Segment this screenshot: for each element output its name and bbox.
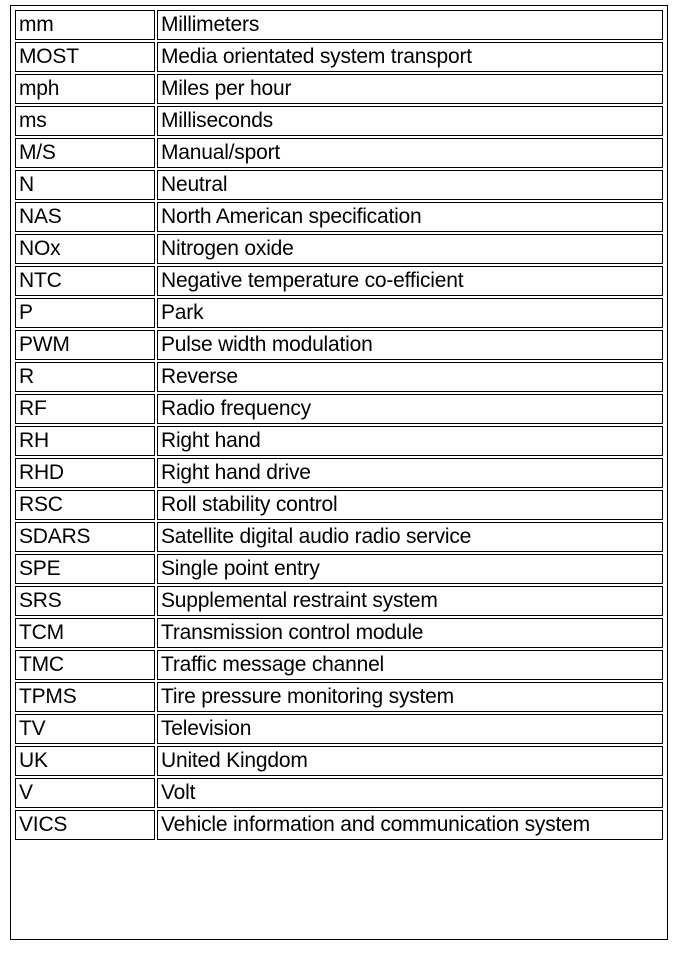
abbreviation-cell: ms xyxy=(15,106,155,136)
table-row xyxy=(15,682,663,712)
meaning-cell: Pulse width modulation xyxy=(157,330,663,360)
table-row xyxy=(15,362,663,392)
table-row xyxy=(15,234,663,264)
meaning-cell: Media orientated system transport xyxy=(157,42,663,72)
abbreviation-cell: RHD xyxy=(15,458,155,488)
table-row xyxy=(15,74,663,104)
table-row xyxy=(15,810,663,840)
abbreviations-table-body xyxy=(15,10,663,840)
meaning-cell: Television xyxy=(157,714,663,744)
table-row xyxy=(15,10,663,40)
table-row xyxy=(15,298,663,328)
table-row xyxy=(15,778,663,808)
meaning-cell: Vehicle information and communication system xyxy=(157,810,663,840)
abbreviation-cell: TMC xyxy=(15,650,155,680)
table-row xyxy=(15,138,663,168)
table-row xyxy=(15,618,663,648)
meaning-cell: United Kingdom xyxy=(157,746,663,776)
table-row xyxy=(15,106,663,136)
abbreviation-cell: SPE xyxy=(15,554,155,584)
table-row xyxy=(15,522,663,552)
meaning-cell: Single point entry xyxy=(157,554,663,584)
abbreviation-cell: SDARS xyxy=(15,522,155,552)
meaning-cell: Right hand xyxy=(157,426,663,456)
meaning-cell: Millimeters xyxy=(157,10,663,40)
meaning-cell: Transmission control module xyxy=(157,618,663,648)
table-row xyxy=(15,746,663,776)
meaning-cell: Negative temperature co-efficient xyxy=(157,266,663,296)
abbreviation-cell: M/S xyxy=(15,138,155,168)
meaning-cell: Satellite digital audio radio service xyxy=(157,522,663,552)
table-row xyxy=(15,490,663,520)
meaning-cell: Neutral xyxy=(157,170,663,200)
abbreviations-table-frame xyxy=(10,5,668,940)
abbreviation-cell: R xyxy=(15,362,155,392)
table-row xyxy=(15,202,663,232)
abbreviation-cell: PWM xyxy=(15,330,155,360)
abbreviation-cell: NOx xyxy=(15,234,155,264)
abbreviation-cell: SRS xyxy=(15,586,155,616)
meaning-cell: Volt xyxy=(157,778,663,808)
abbreviation-cell: NTC xyxy=(15,266,155,296)
meaning-cell: North American specification xyxy=(157,202,663,232)
meaning-cell: Tire pressure monitoring system xyxy=(157,682,663,712)
abbreviation-cell: mph xyxy=(15,74,155,104)
table-row xyxy=(15,586,663,616)
table-row xyxy=(15,42,663,72)
meaning-cell: Park xyxy=(157,298,663,328)
meaning-cell: Miles per hour xyxy=(157,74,663,104)
table-row xyxy=(15,170,663,200)
table-row xyxy=(15,650,663,680)
meaning-cell: Right hand drive xyxy=(157,458,663,488)
abbreviation-cell: RSC xyxy=(15,490,155,520)
meaning-cell: Supplemental restraint system xyxy=(157,586,663,616)
abbreviation-cell: NAS xyxy=(15,202,155,232)
abbreviation-cell: V xyxy=(15,778,155,808)
abbreviation-cell: RH xyxy=(15,426,155,456)
abbreviation-cell: UK xyxy=(15,746,155,776)
table-row xyxy=(15,330,663,360)
table-row xyxy=(15,426,663,456)
meaning-cell: Milliseconds xyxy=(157,106,663,136)
abbreviations-table xyxy=(13,8,665,842)
abbreviation-cell: RF xyxy=(15,394,155,424)
abbreviation-cell: mm xyxy=(15,10,155,40)
table-row xyxy=(15,458,663,488)
abbreviation-cell: MOST xyxy=(15,42,155,72)
meaning-cell: Reverse xyxy=(157,362,663,392)
abbreviation-cell: P xyxy=(15,298,155,328)
meaning-cell: Radio frequency xyxy=(157,394,663,424)
abbreviation-cell: TPMS xyxy=(15,682,155,712)
meaning-cell: Nitrogen oxide xyxy=(157,234,663,264)
abbreviation-cell: TV xyxy=(15,714,155,744)
table-row xyxy=(15,714,663,744)
meaning-cell: Roll stability control xyxy=(157,490,663,520)
table-row xyxy=(15,394,663,424)
abbreviation-cell: N xyxy=(15,170,155,200)
table-row xyxy=(15,266,663,296)
table-row xyxy=(15,554,663,584)
abbreviation-cell: TCM xyxy=(15,618,155,648)
meaning-cell: Manual/sport xyxy=(157,138,663,168)
meaning-cell: Traffic message channel xyxy=(157,650,663,680)
abbreviation-cell: VICS xyxy=(15,810,155,840)
